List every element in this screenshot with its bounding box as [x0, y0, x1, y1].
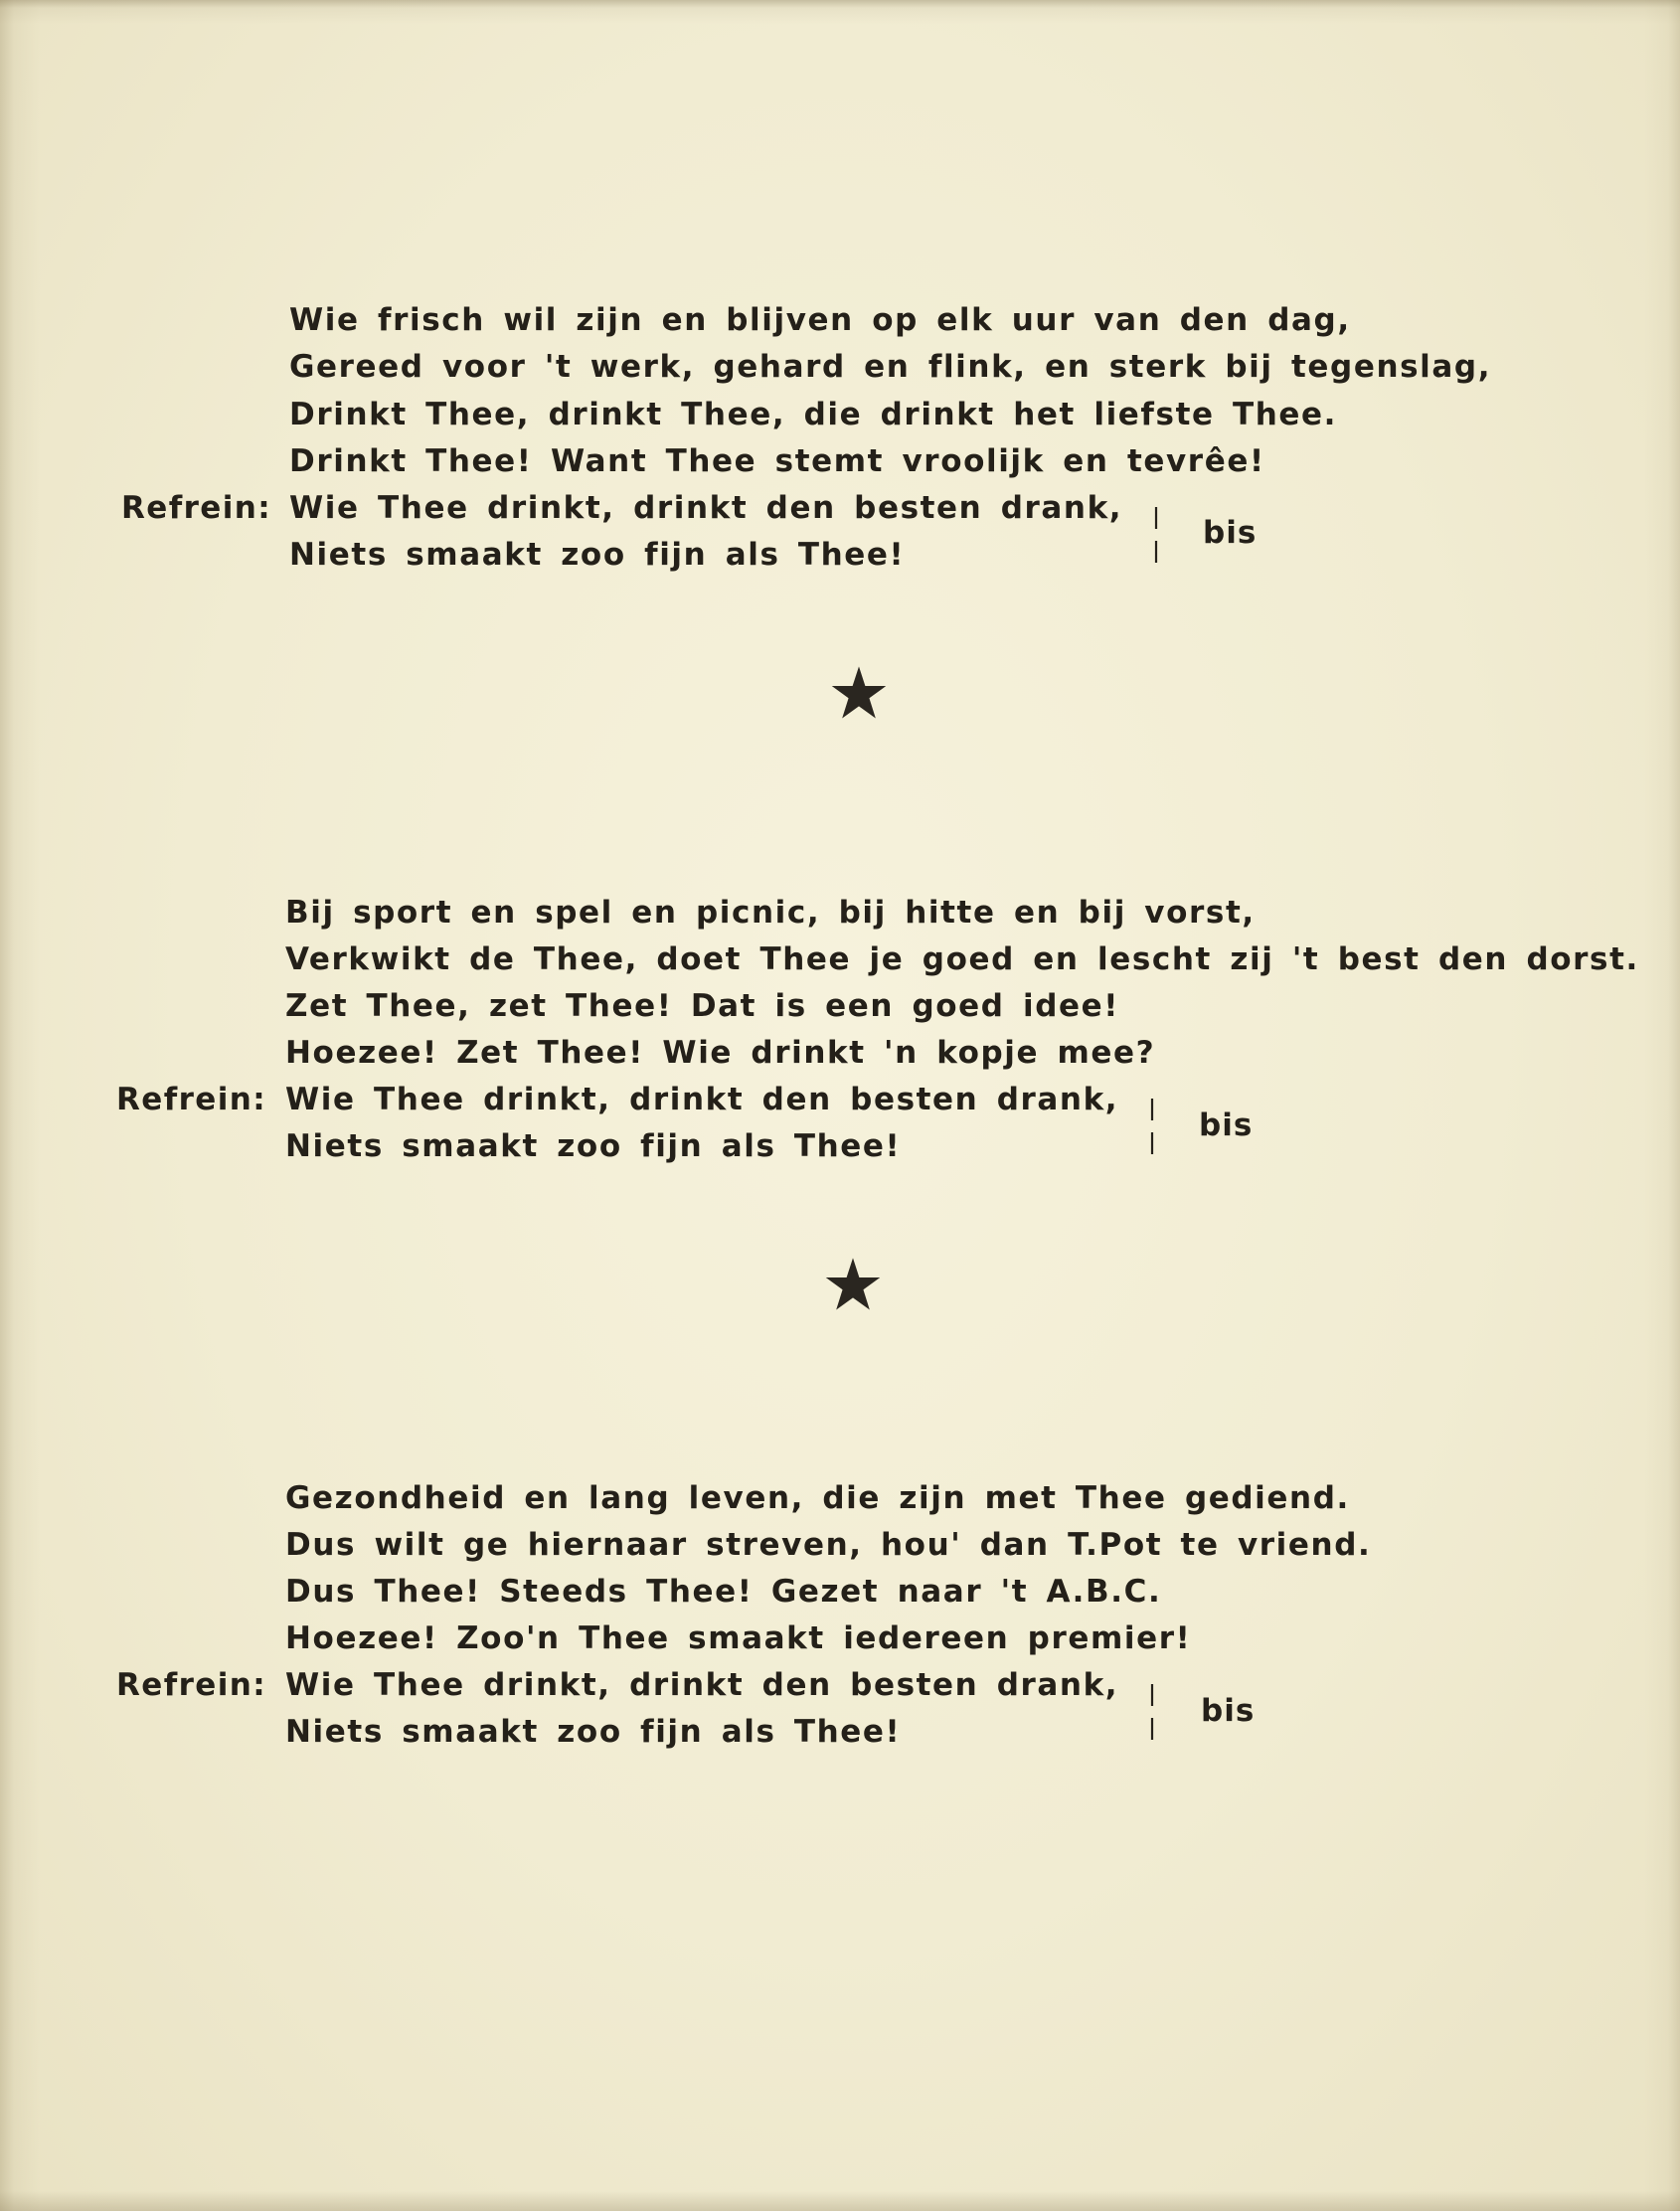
stanza-line: Gezondheid en lang leven, die zijn met Thee gediend.: [285, 1480, 1350, 1516]
stanza-line: Hoezee! Zet Thee! Wie drinkt 'n kopje mee?: [285, 1035, 1156, 1071]
stanza-line: Zet Thee, zet Thee! Dat is een goed idee!: [285, 988, 1119, 1024]
refrain-line: Wie Thee drinkt, drinkt den besten drank,: [285, 1082, 1119, 1117]
brace-mark: [1151, 505, 1165, 565]
stanza-line: Gereed voor 't werk, gehard en flink, en sterk bij tegenslag,: [289, 349, 1492, 385]
stanza-line: Drinkt Thee! Want Thee stemt vroolijk en tevrêe!: [289, 443, 1265, 479]
stanza-line: Verkwikt de Thee, doet Thee je goed en lescht zij 't best den dorst.: [285, 941, 1639, 977]
brace-mark: [1147, 1097, 1161, 1156]
refrain-line: Wie Thee drinkt, drinkt den besten drank,: [289, 490, 1123, 526]
stanza-line: Dus Thee! Steeds Thee! Gezet naar 't A.B.C.: [285, 1574, 1162, 1610]
stanza-line: Drinkt Thee, drinkt Thee, die drinkt het liefste Thee.: [289, 397, 1338, 432]
stanza-line: Wie frisch wil zijn en blijven op elk uur van den dag,: [289, 302, 1351, 338]
repeat-mark: bis: [1199, 1107, 1254, 1143]
star-ornament-icon: [830, 664, 888, 722]
refrain-label: Refrein:: [116, 1667, 266, 1703]
refrain-line: Niets smaakt zoo fijn als Thee!: [289, 537, 906, 573]
refrain-label: Refrein:: [121, 490, 271, 526]
brace-mark: [1147, 1682, 1161, 1742]
stanza-line: Bij sport en spel en picnic, bij hitte en bij vorst,: [285, 895, 1256, 931]
repeat-mark: bis: [1203, 515, 1258, 551]
refrain-line: Niets smaakt zoo fijn als Thee!: [285, 1714, 902, 1750]
repeat-mark: bis: [1201, 1693, 1256, 1729]
stanza-line: Hoezee! Zoo'n Thee smaakt iedereen premier!: [285, 1620, 1192, 1656]
refrain-label: Refrein:: [116, 1082, 266, 1117]
stanza-line: Dus wilt ge hiernaar streven, hou' dan T.Pot te vriend.: [285, 1527, 1372, 1563]
star-ornament-icon: [824, 1256, 882, 1313]
refrain-line: Wie Thee drinkt, drinkt den besten drank,: [285, 1667, 1119, 1703]
refrain-line: Niets smaakt zoo fijn als Thee!: [285, 1128, 902, 1164]
